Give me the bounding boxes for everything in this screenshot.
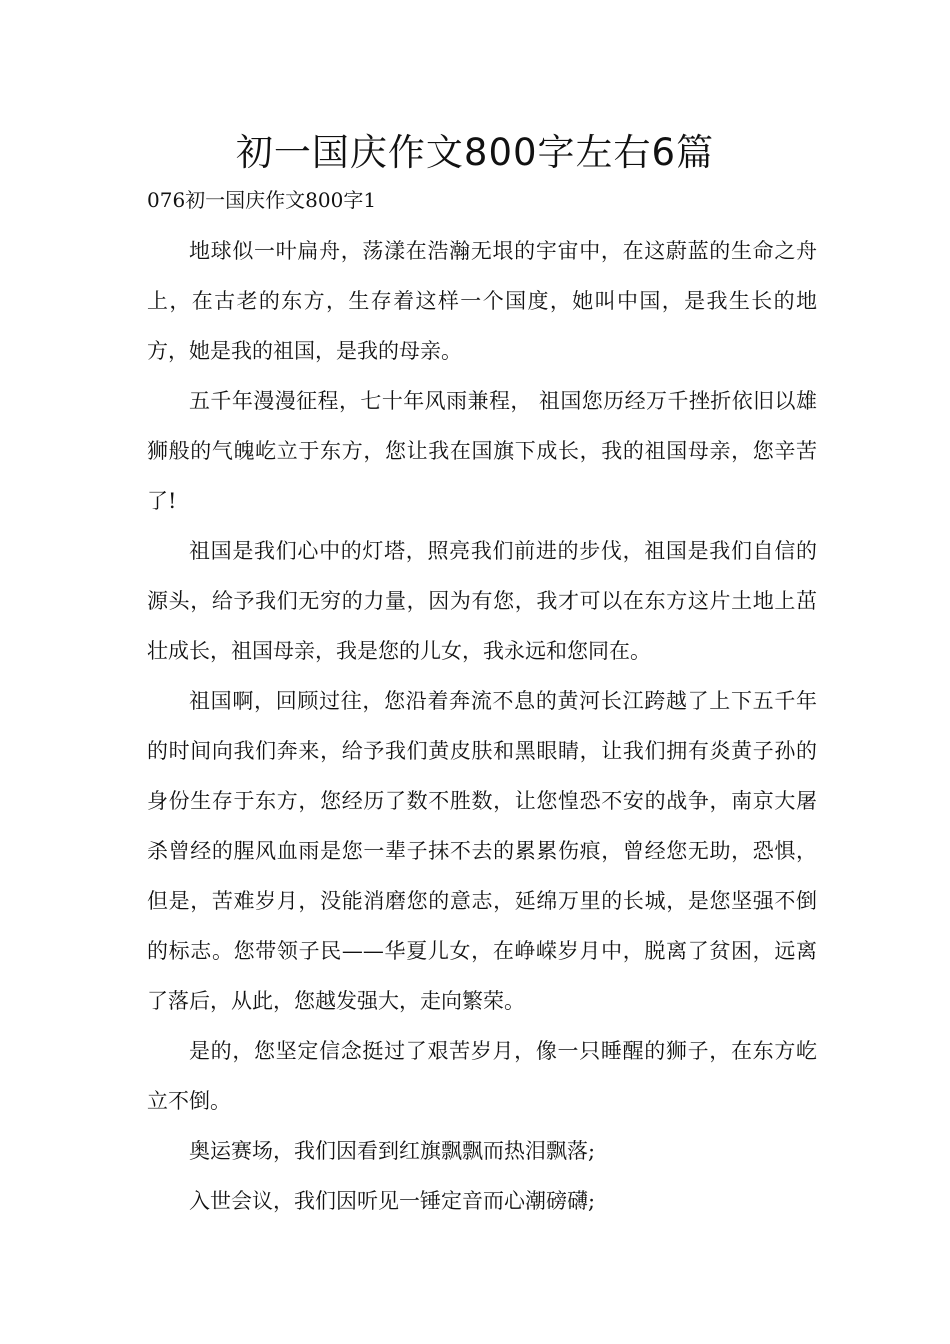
paragraph: 是的，您坚定信念挺过了艰苦岁月，像一只睡醒的狮子，在东方屹立不倒。 [147, 1039, 817, 1113]
paragraph: 地球似一叶扁舟，荡漾在浩瀚无垠的宇宙中，在这蔚蓝的生命之舟上，在古老的东方，生存着这样一个国度，她叫中国，是我生长的地方，她是我的祖国，是我的母亲。 [147, 239, 817, 363]
document-subtitle: 076初一国庆作文800字1 [147, 188, 377, 212]
document-body [147, 226, 817, 1226]
paragraph: 入世会议，我们因听见一锤定音而心潮磅礴; [189, 1189, 596, 1213]
paragraph: 祖国是我们心中的灯塔，照亮我们前进的步伐，祖国是我们自信的源头，给予我们无穷的力量，因为有您，我才可以在东方这片土地上茁壮成长，祖国母亲，我是您的儿女，我永远和您同在。 [147, 539, 817, 663]
paragraph: 祖国啊，回顾过往，您沿着奔流不息的黄河长江跨越了上下五千年的时间向我们奔来，给予我们黄皮肤和黑眼睛，让我们拥有炎黄子孙的身份生存于东方，您经历了数不胜数，让您惶恐不安的战争，南京大屠杀曾经的腥风血雨是您一辈子抹不去的累累伤痕，曾经您无助，恐惧，但是，苦难岁月，没能消磨您的意志，延绵万里的长城，是您坚强不倒的标志。您带领子民——华夏儿女，在峥嵘岁月中，脱离了贫困，远离了落后，从此，您越发强大，走向繁荣。 [147, 689, 817, 1013]
paragraph: 奥运赛场，我们因看到红旗飘飘而热泪飘落; [189, 1139, 596, 1163]
paragraph: 五千年漫漫征程，七十年风雨兼程， 祖国您历经万千挫折依旧以雄狮般的气魄屹立于东方，您让我在国旗下成长，我的祖国母亲，您辛苦了! [147, 389, 817, 513]
document-title: 初一国庆作文800字左右6篇 [235, 131, 715, 174]
